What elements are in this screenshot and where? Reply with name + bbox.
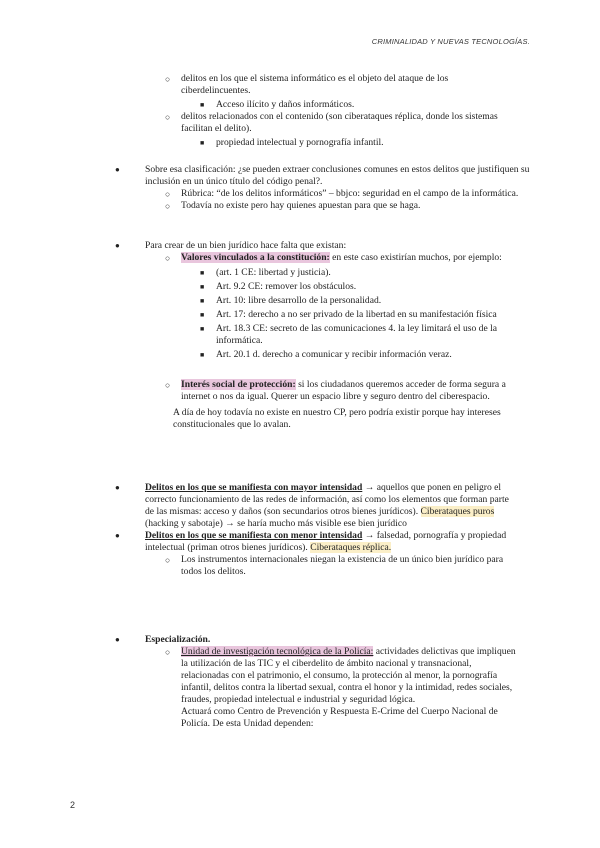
articles-list — [200, 267, 526, 361]
note-text: Actuará como Centro de Prevención y Respuesta E-Crime del Cuerpo Nacional de Policía. De esta Unidad dependen: — [181, 706, 498, 729]
bullet-circle: ○ — [165, 555, 171, 565]
list-item: ○ Valores vinculados a la constitución: en este caso existirían muchos, por ejemplo: — [165, 252, 502, 263]
list-item: ○ delitos relacionados con el contenido (son ciberataques réplica, donde los sistemas facilitan el delito). — [165, 111, 498, 134]
bullet-square: ■ — [200, 351, 205, 359]
bullet-circle: ○ — [165, 201, 171, 211]
list-item: ■ Acceso ilícito y daños informáticos. — [200, 99, 355, 110]
list-item: ● Para crear de un bien jurídico hace falta que existan: — [115, 240, 347, 251]
list-item — [115, 634, 520, 646]
top-list — [165, 73, 511, 149]
high-intensity-label: Delitos en los que se manifiesta con mayor intensidad — [145, 482, 363, 493]
values-label: Valores vinculados a la constitución: — [181, 252, 330, 263]
highlight-text: Ciberataques puros — [420, 506, 495, 517]
bullet-disc: ● — [115, 165, 120, 174]
bullet-circle: ○ — [165, 112, 171, 122]
low-intensity-label: Delitos en los que se manifiesta con menor intensidad — [145, 530, 363, 541]
bullet-circle: ○ — [165, 380, 171, 390]
note-text: A día de hoy todavía no existe en nuestro CP, pero podría existir porque hay intereses constitucionales que lo avalan. — [173, 407, 501, 430]
bullet-square: ■ — [200, 101, 205, 109]
list-item: ○ Unidad de investigación tecnológica de la Policía: actividades delictivas que impliquen la utilización de las TIC y el ciberdelito de ámbito nacional y transnacional, relacionadas con el patrimonio, el consumo, la protección al menor, la pornografía infantil, delitos contra la libertad sexual, contra el honor y la intimidad, redes sociales, fraudes, propiedad intelectual e industrial y seguridad lógica. — [165, 646, 516, 705]
list-item: ● Delitos en los que se manifiesta con mayor intensidad → aquellos que ponen en peligro el correcto funcionamiento de las redes de información, así como los elementos que forman parte de las mismas: acceso y daños (son secundarios otros bienes jurídicos). Ciberataques puros (hacking y sabotaje) → se haría mucho más visible ese bien jurídico — [115, 482, 509, 529]
list-item: ■ Art. 20.1 d. derecho a comunicar y recibir información veraz. — [200, 349, 452, 360]
bullet-square: ■ — [200, 269, 205, 277]
list-item: ○ Rúbrica: “de los delitos informáticos” – bbjco: seguridad en el campo de la informática. — [165, 188, 519, 199]
bullet-circle: ○ — [165, 189, 171, 199]
bullet-square: ■ — [200, 283, 205, 291]
list-item: ■ propiedad intelectual y pornografía infantil. — [200, 137, 384, 148]
list-item: ■ Art. 10: libre desarrollo de la personalidad. — [200, 295, 382, 306]
list-item: ○ Todavía no existe pero hay quienes apuestan para que se haga. — [165, 200, 421, 211]
interest-label: Interés social de protección: — [181, 379, 296, 390]
bullet-circle: ○ — [165, 74, 171, 84]
bullet-square: ■ — [200, 139, 205, 147]
list-item: ■ Art. 18.3 CE: secreto de las comunicaciones 4. la ley limitará el uso de la informática. — [200, 323, 498, 346]
list-item: ■ Art. 17: derecho a no ser privado de la libertad en su manifestación física — [200, 309, 497, 320]
list-item: ● Sobre esa clasificación: ¿se pueden extraer conclusiones comunes en estos delitos que justifiquen su inclusión en un único título del código penal?. — [115, 164, 530, 187]
unit-label: Unidad de investigación tecnológica de la Policía: — [181, 646, 374, 657]
list-item: ○ Interés social de protección: si los ciudadanos queremos acceder de forma segura a internet o nos da igual. Querer un espacio libre y seguro dentro del ciberespacio. — [165, 379, 506, 402]
bullet-square: ■ — [200, 325, 205, 333]
bullet-disc: ● — [115, 241, 120, 250]
bullet-square: ■ — [200, 297, 205, 305]
running-header: CRIMINALIDAD Y NUEVAS TECNOLOGÍAS. — [371, 37, 530, 46]
list-item: ○ delitos en los que el sistema informático es el objeto del ataque de los ciberdelincuentes. — [165, 73, 449, 96]
intensity-section — [115, 482, 520, 578]
bullet-square: ■ — [200, 311, 205, 319]
bullet-circle: ○ — [165, 253, 171, 263]
specialization-section — [115, 634, 520, 730]
list-item: ■ (art. 1 CE: libertad y justicia). — [200, 267, 331, 278]
list-item: ● Delitos en los que se manifiesta con menor intensidad → falsedad, pornografía y propiedad intelectual (priman otros bienes jurídicos). Ciberataques réplica. — [115, 530, 507, 553]
specialization-label: Especialización. — [145, 634, 211, 645]
page-number: 2 — [70, 800, 76, 810]
bullet-disc: ● — [115, 635, 120, 644]
list-item: ○ Los instrumentos internacionales niegan la existencia de un único bien jurídico para todos los delitos. — [165, 554, 504, 577]
highlight-text: Ciberataques réplica. — [310, 542, 392, 553]
bullet-disc: ● — [115, 531, 120, 540]
classification-section — [115, 164, 530, 212]
legal-good-section — [115, 240, 530, 431]
list-item: ■ Art. 9.2 CE: remover los obstáculos. — [200, 281, 357, 292]
bullet-disc: ● — [115, 483, 120, 492]
bullet-circle: ○ — [165, 647, 171, 657]
